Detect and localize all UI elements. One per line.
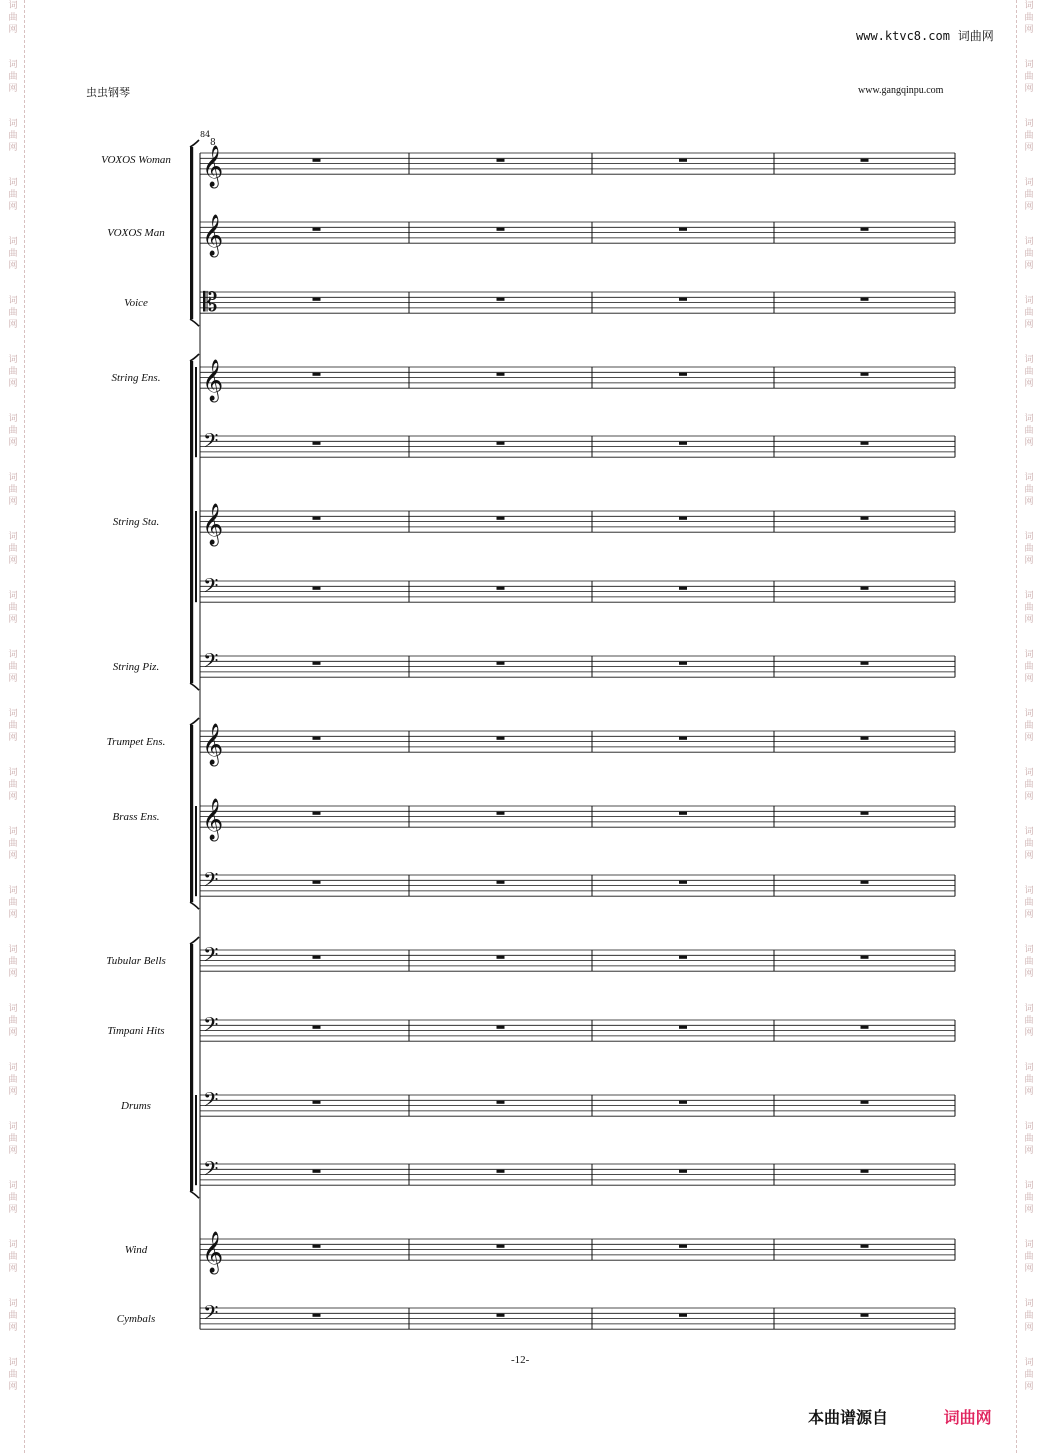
watermark-glyph-group: 词 曲 网: [8, 1181, 18, 1215]
whole-rest: [861, 737, 869, 740]
watermark-glyph-group: 词 曲 网: [1024, 60, 1034, 94]
instrument-label: String Sta.: [112, 516, 160, 528]
watermark-glyph-group: 词 曲 网: [8, 709, 18, 743]
bass-clef: 𝄢: [203, 574, 219, 602]
watermark-glyph-group: 词 曲 网: [1024, 532, 1034, 566]
source-site[interactable]: 词曲网: [943, 1408, 992, 1427]
watermark-glyph-group: 词 曲 网: [8, 414, 18, 448]
strings-bracket-bottom-hook: [190, 683, 199, 690]
string-ens-brace: [195, 367, 197, 457]
whole-rest: [679, 373, 687, 376]
whole-rest: [861, 442, 869, 445]
watermark-glyph-group: 词 曲 网: [1024, 178, 1034, 212]
whole-rest: [679, 956, 687, 959]
whole-rest: [679, 442, 687, 445]
whole-rest: [497, 1170, 505, 1173]
measure-number: 84: [200, 130, 211, 139]
whole-rest: [679, 1245, 687, 1248]
treble-clef: 𝄞: [202, 799, 224, 840]
watermark-glyph-group: 词 曲 网: [1024, 1063, 1034, 1097]
treble-clef: 𝄞: [202, 360, 224, 401]
whole-rest: [861, 1101, 869, 1104]
whole-rest: [497, 159, 505, 162]
bass-clef: 𝄢: [203, 649, 219, 677]
brass-bracket-top-hook: [190, 718, 199, 725]
whole-rest: [679, 517, 687, 520]
strings-bracket: [190, 361, 193, 683]
watermark-glyph-group: 词 曲 网: [1024, 886, 1034, 920]
whole-rest: [313, 1170, 321, 1173]
alto-clef: 𝄡: [203, 288, 218, 318]
site-name: 词曲网: [957, 29, 994, 43]
whole-rest: [313, 517, 321, 520]
watermark-glyph-group: 词 曲 网: [1024, 1122, 1034, 1156]
watermark-glyph-group: 词 曲 网: [8, 768, 18, 802]
watermark-glyph-group: 词 曲 网: [8, 827, 18, 861]
publisher-url[interactable]: www.gangqinpu.com: [858, 85, 944, 96]
instrument-label: Brass Ens.: [112, 811, 160, 823]
whole-rest: [679, 1026, 687, 1029]
watermark-glyph-group: 词 曲 网: [8, 650, 18, 684]
instrument-label: Timpani Hits: [107, 1025, 165, 1037]
watermark-glyph-group: 词 曲 网: [8, 1122, 18, 1156]
whole-rest: [679, 881, 687, 884]
footer-source: [808, 1405, 992, 1428]
whole-rest: [861, 1314, 869, 1317]
whole-rest: [313, 228, 321, 231]
whole-rest: [497, 517, 505, 520]
whole-rest: [313, 662, 321, 665]
bass-clef: 𝄢: [203, 868, 219, 896]
whole-rest: [861, 228, 869, 231]
whole-rest: [861, 1026, 869, 1029]
whole-rest: [679, 587, 687, 590]
percussion-bracket-top-hook: [190, 937, 199, 944]
whole-rest: [313, 587, 321, 590]
whole-rest: [313, 159, 321, 162]
percussion-bracket: [190, 944, 193, 1191]
watermark-glyph-group: 词 曲 网: [1024, 650, 1034, 684]
whole-rest: [861, 812, 869, 815]
watermark-glyph-group: 词 曲 网: [8, 60, 18, 94]
watermark-glyph-group: 词 曲 网: [1024, 1358, 1034, 1392]
watermark-glyph-group: 词 曲 网: [8, 473, 18, 507]
whole-rest: [861, 956, 869, 959]
whole-rest: [861, 517, 869, 520]
instrument-label: Cymbals: [116, 1313, 156, 1325]
watermark-glyph-group: 词 曲 网: [1024, 709, 1034, 743]
whole-rest: [497, 1314, 505, 1317]
whole-rest: [313, 373, 321, 376]
whole-rest: [497, 442, 505, 445]
instrument-label: Trumpet Ens.: [106, 736, 166, 748]
whole-rest: [497, 812, 505, 815]
watermark-glyph-group: 词 曲 网: [8, 237, 18, 271]
treble-clef: 𝄞: [202, 724, 224, 765]
whole-rest: [861, 159, 869, 162]
watermark-glyph-group: 词 曲 网: [1024, 591, 1034, 625]
watermark-glyph-group: 词 曲 网: [1024, 827, 1034, 861]
strings-bracket-top-hook: [190, 354, 199, 361]
source-label: 本曲谱源自: [808, 1408, 889, 1427]
percussion-bracket-bottom-hook: [190, 1191, 199, 1198]
page-number: -12-: [511, 1354, 530, 1366]
watermark-glyph-group: 词 曲 网: [1024, 473, 1034, 507]
watermark-glyph-group: 词 曲 网: [8, 119, 18, 153]
treble-clef: 𝄞: [202, 215, 224, 256]
whole-rest: [313, 1101, 321, 1104]
bass-clef: 𝄢: [203, 429, 219, 457]
watermark-glyph-group: 词 曲 网: [1024, 119, 1034, 153]
watermark-glyph-group: 词 曲 网: [8, 532, 18, 566]
whole-rest: [497, 1245, 505, 1248]
whole-rest: [861, 662, 869, 665]
watermark-glyph-group: 词 曲 网: [8, 178, 18, 212]
instrument-label: VOXOS Woman: [101, 154, 171, 166]
watermark-glyph-group: 词 曲 网: [1024, 768, 1034, 802]
watermark-glyph-group: 词 曲 网: [1024, 945, 1034, 979]
watermark-glyph-group: 词 曲 网: [8, 886, 18, 920]
bass-clef: 𝄢: [203, 943, 219, 971]
whole-rest: [313, 737, 321, 740]
whole-rest: [497, 881, 505, 884]
whole-rest: [497, 587, 505, 590]
instrument-label: Voice: [124, 297, 148, 309]
whole-rest: [861, 881, 869, 884]
watermark-glyph-group: 词 曲 网: [8, 1063, 18, 1097]
whole-rest: [497, 298, 505, 301]
whole-rest: [861, 373, 869, 376]
whole-rest: [679, 298, 687, 301]
whole-rest: [313, 298, 321, 301]
instrument-label: Wind: [124, 1244, 148, 1256]
drums-brace: [195, 1095, 197, 1185]
whole-rest: [679, 159, 687, 162]
whole-rest: [679, 1101, 687, 1104]
whole-rest: [313, 1026, 321, 1029]
watermark-glyph-group: 词 曲 网: [8, 296, 18, 330]
whole-rest: [861, 1245, 869, 1248]
site-url[interactable]: www.ktvc8.com: [856, 29, 950, 43]
whole-rest: [679, 228, 687, 231]
whole-rest: [861, 298, 869, 301]
whole-rest: [313, 1314, 321, 1317]
watermark-glyph-group: 词 曲 网: [8, 1, 18, 35]
treble-clef: 𝄞: [202, 1232, 224, 1273]
whole-rest: [313, 812, 321, 815]
watermark-glyph-group: 词 曲 网: [8, 945, 18, 979]
bass-clef: 𝄢: [203, 1088, 219, 1116]
bass-clef: 𝄢: [203, 1301, 219, 1329]
whole-rest: [313, 1245, 321, 1248]
watermark-glyph-group: 词 曲 网: [1024, 237, 1034, 271]
voices-bracket-bottom-hook: [190, 319, 199, 326]
watermark-glyph-group: 词 曲 网: [8, 355, 18, 389]
whole-rest: [679, 812, 687, 815]
whole-rest: [679, 1314, 687, 1317]
brass-bracket-bottom-hook: [190, 902, 199, 909]
whole-rest: [861, 587, 869, 590]
watermark-glyph-group: 词 曲 网: [8, 1004, 18, 1038]
watermark-glyph-group: 词 曲 网: [1024, 296, 1034, 330]
voices-bracket-top-hook: [190, 140, 199, 147]
whole-rest: [313, 881, 321, 884]
whole-rest: [679, 662, 687, 665]
watermark-glyph-group: 词 曲 网: [1024, 1181, 1034, 1215]
watermark-glyph-group: 词 曲 网: [8, 1358, 18, 1392]
publisher-label: 虫虫钢琴: [86, 86, 130, 99]
brass-bracket: [190, 725, 193, 902]
whole-rest: [497, 1101, 505, 1104]
watermark-glyph-group: 词 曲 网: [8, 1240, 18, 1274]
bass-clef: 𝄢: [203, 1157, 219, 1185]
watermark-glyph-group: 词 曲 网: [1024, 355, 1034, 389]
watermark-glyph-group: 词 曲 网: [8, 591, 18, 625]
whole-rest: [497, 662, 505, 665]
whole-rest: [861, 1170, 869, 1173]
watermark-glyph-group: 词 曲 网: [8, 1299, 18, 1333]
instrument-label: VOXOS Man: [107, 227, 165, 239]
bass-clef: 𝄢: [203, 1013, 219, 1041]
whole-rest: [497, 1026, 505, 1029]
treble-clef: 𝄞: [202, 146, 224, 187]
instrument-label: Tubular Bells: [106, 955, 166, 967]
treble-clef: 𝄞: [202, 504, 224, 545]
string-sta-brace: [195, 511, 197, 602]
whole-rest: [679, 737, 687, 740]
watermark-glyph-group: 词 曲 网: [1024, 1, 1034, 35]
voices-bracket: [190, 147, 193, 319]
whole-rest: [679, 1170, 687, 1173]
whole-rest: [497, 228, 505, 231]
instrument-label: Drums: [121, 1100, 151, 1112]
whole-rest: [497, 956, 505, 959]
whole-rest: [313, 956, 321, 959]
brass-ens-brace: [195, 806, 197, 896]
whole-rest: [497, 373, 505, 376]
watermark-glyph-group: 词 曲 网: [1024, 1004, 1034, 1038]
whole-rest: [313, 442, 321, 445]
octave-mark: 8: [210, 138, 216, 148]
watermark-glyph-group: 词 曲 网: [1024, 414, 1034, 448]
instrument-label: String Piz.: [112, 661, 160, 673]
watermark-glyph-group: 词 曲 网: [1024, 1299, 1034, 1333]
whole-rest: [497, 737, 505, 740]
instrument-label: String Ens.: [111, 372, 161, 384]
watermark-glyph-group: 词 曲 网: [1024, 1240, 1034, 1274]
